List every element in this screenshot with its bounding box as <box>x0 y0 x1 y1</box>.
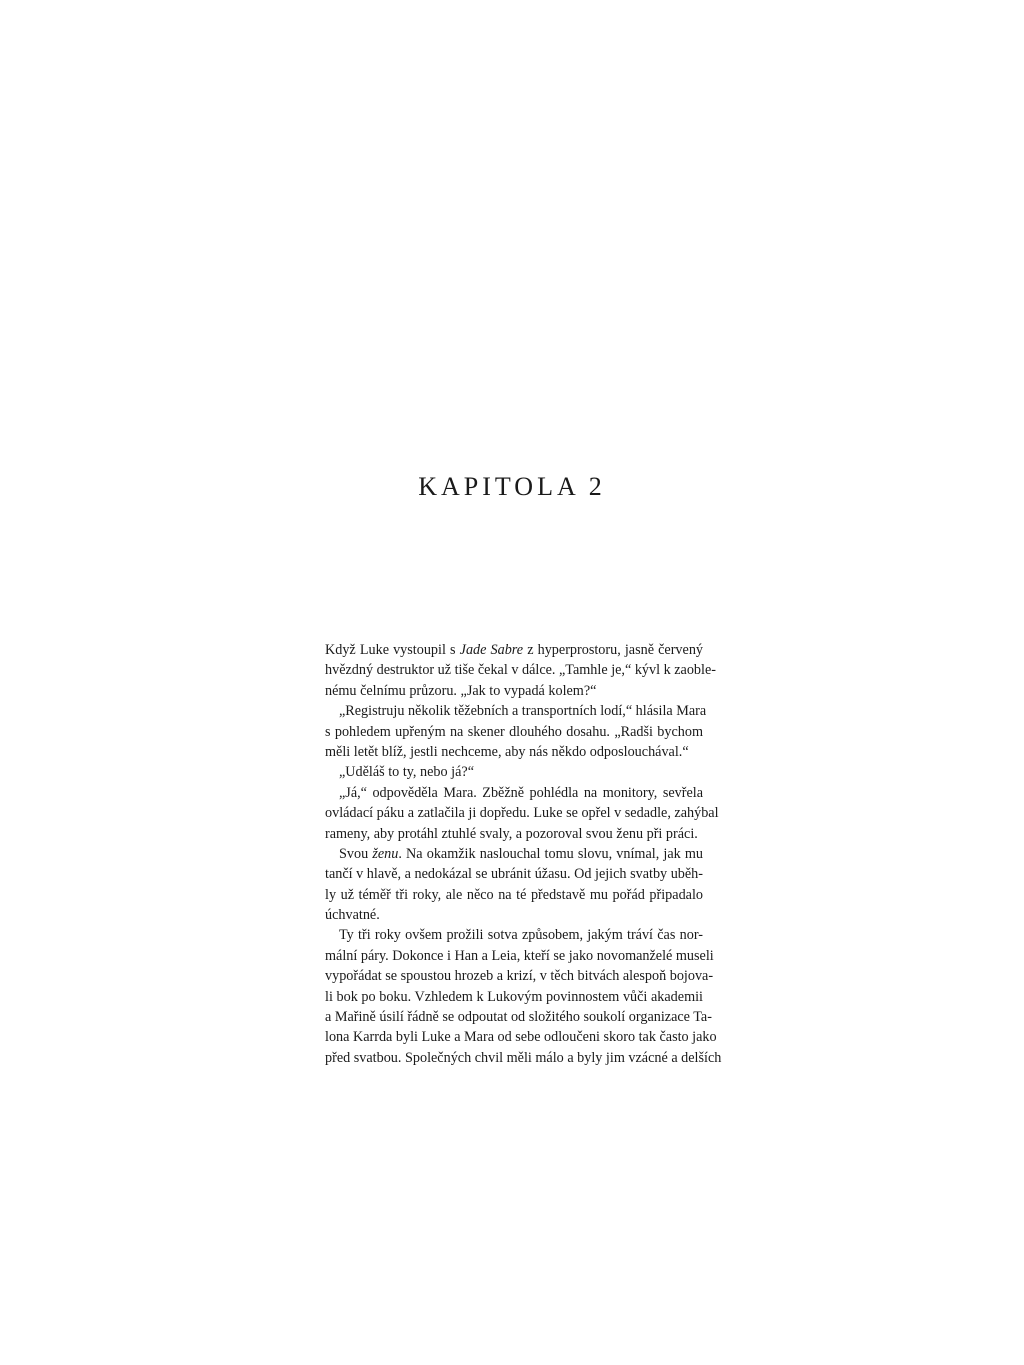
text-span: z hyperprostoru, jasně červený <box>523 642 704 658</box>
text-line <box>325 1027 717 1047</box>
text-span: s pohledem upřeným na skener dlouhého dosahu. „Radši bychom <box>325 723 703 740</box>
text-line <box>325 885 703 905</box>
text-line <box>325 803 719 823</box>
text-line <box>325 824 703 844</box>
text-span: „Registruju několik těžebních a transportních lodí,“ hlásila Mara <box>339 703 707 720</box>
text-span: „Uděláš to ty, nebo já?“ <box>339 764 474 781</box>
text-span: . Na okamžik naslouchal tomu slovu, vnímal, jak mu <box>398 845 704 862</box>
text-span: mální páry. Dokonce i Han a Leia, kteří se jako novomanželé museli <box>325 947 714 964</box>
text-span: Když Luke vystoupil s <box>325 642 460 658</box>
text-line <box>325 660 716 680</box>
text-span: „Já,“ odpověděla Mara. Zběžně pohlédla na monitory, sevřela <box>339 784 703 801</box>
text-line <box>325 966 714 986</box>
text-line <box>325 742 703 762</box>
text-span: úchvatné. <box>325 907 380 924</box>
text-span: rameny, aby protáhl ztuhlé svaly, a pozoroval svou ženu při práci. <box>325 825 698 842</box>
text-line <box>325 905 703 925</box>
text-line <box>325 681 703 701</box>
text-line <box>325 925 703 945</box>
chapter-title: KAPITOLA 2 <box>418 472 606 501</box>
text-span: tančí v hlavě, a nedokázal se ubránit úžasu. Od jejich svatby uběh- <box>325 866 703 883</box>
text-span: Ty tři roky ovšem prožili sotva způsobem, jakým tráví čas nor- <box>339 927 703 944</box>
text-span: ovládací páku a zatlačila ji dopředu. Luke se opřel v sedadle, zahýbal <box>325 805 719 822</box>
text-line <box>325 722 703 742</box>
text-span: ly už téměř tři roky, ale něco na té představě mu pořád připadalo <box>325 886 703 903</box>
text-span: lona Karrda byli Luke a Mara od sebe odloučeni skoro tak často jako <box>325 1029 717 1046</box>
text-line <box>325 1007 712 1027</box>
text-line <box>325 640 703 660</box>
text-line <box>325 844 703 864</box>
text-line <box>325 762 703 782</box>
text-span: hvězdný destruktor už tiše čekal v dálce. „Tamhle je,“ kývl k zaoble- <box>325 662 716 679</box>
text-span: a Mařině úsilí řádně se odpoutat od složitého soukolí organizace Ta- <box>325 1009 712 1026</box>
italic-text: Jade Sabre <box>459 642 524 658</box>
text-span: nému čelnímu průzoru. „Jak to vypadá kolem?“ <box>325 682 597 699</box>
italic-text: ženu <box>372 845 399 862</box>
text-span: li bok po boku. Vzhledem k Lukovým povinnostem vůči akademii <box>325 988 703 1005</box>
text-line <box>325 1048 722 1068</box>
text-line <box>325 987 703 1007</box>
chapter-body-text <box>325 640 722 1068</box>
text-span: Svou <box>339 845 373 862</box>
text-line <box>325 864 703 884</box>
text-span: měli letět blíž, jestli nechceme, aby nás někdo odposlouchával.“ <box>325 743 689 760</box>
text-span: před svatbou. Společných chvil měli málo a byly jim vzácné a delších <box>325 1049 722 1066</box>
text-line <box>325 946 714 966</box>
text-line <box>325 783 703 803</box>
text-span: vypořádat se spoustou hrozeb a krizí, v těch bitvách alespoň bojova- <box>325 968 714 985</box>
text-line <box>325 701 707 721</box>
